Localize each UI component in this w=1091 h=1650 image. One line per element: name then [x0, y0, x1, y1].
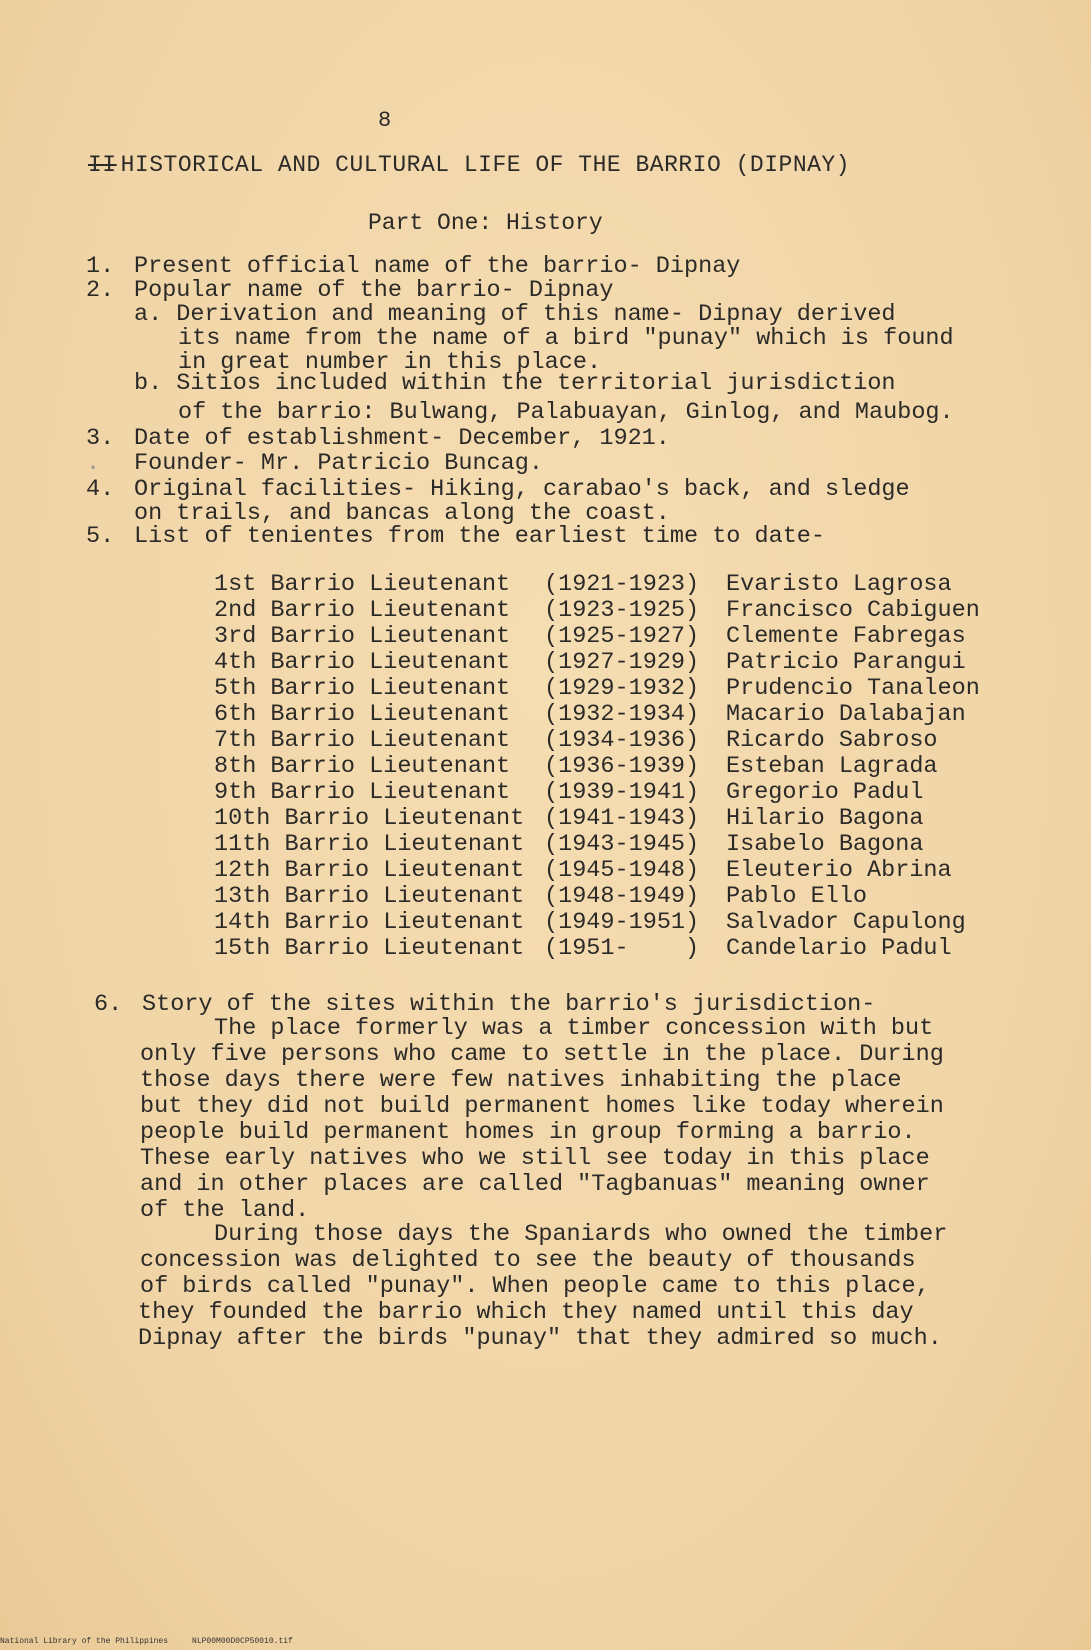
- scan-footer: National Library of the Philippines NLP00M00D0CP50010.tif: [0, 1637, 293, 1646]
- roman-numeral: II: [88, 152, 117, 178]
- item-2: 2. Popular name of the barrio- Dipnay: [86, 277, 614, 304]
- table-row: 4th Barrio Lieutenant (1927-1929) Patricio Parangui: [214, 649, 966, 676]
- story-line: people build permanent homes in group forming a barrio.: [140, 1119, 916, 1146]
- table-row: 3rd Barrio Lieutenant (1925-1927) Clemente Fabregas: [214, 623, 966, 650]
- heading-title: HISTORICAL AND CULTURAL LIFE OF THE BARRIO (DIPNAY): [120, 152, 851, 178]
- table-row: 11th Barrio Lieutenant (1943-1945) Isabelo Bagona: [214, 831, 924, 858]
- item-founder: . Founder- Mr. Patricio Buncag.: [86, 450, 543, 477]
- table-row: 15th Barrio Lieutenant (1951- ) Candelario Padul: [214, 935, 952, 962]
- table-row: 12th Barrio Lieutenant (1945-1948) Eleuterio Abrina: [214, 857, 952, 884]
- item-2a-line1: a. Derivation and meaning of this name- Dipnay derived: [134, 301, 896, 328]
- page-number: 8: [378, 108, 392, 133]
- table-row: 9th Barrio Lieutenant (1939-1941) Gregorio Padul: [214, 779, 924, 806]
- item-2a-line3: in great number in this place.: [178, 349, 602, 376]
- story-line: and in other places are called "Tagbanuas" meaning owner: [140, 1171, 930, 1198]
- item-4-line2: on trails, and bancas along the coast.: [134, 500, 670, 527]
- story-line: of the land.: [140, 1197, 310, 1224]
- story-line: The place formerly was a timber concession with but: [214, 1015, 934, 1042]
- item-4: 4. Original facilities- Hiking, carabao's back, and sledge: [86, 476, 910, 503]
- story-line: but they did not build permanent homes like today wherein: [140, 1093, 944, 1120]
- table-row: 8th Barrio Lieutenant (1936-1939) Esteban Lagrada: [214, 753, 938, 780]
- tenientes-table: [214, 572, 980, 962]
- part-title: Part One: History: [368, 210, 603, 236]
- item-2b-line1: b. Sitios included within the territorial jurisdiction: [134, 370, 896, 397]
- section-heading: [88, 152, 850, 178]
- story-line: those days there were few natives inhabiting the place: [140, 1067, 902, 1094]
- table-row: 14th Barrio Lieutenant (1949-1951) Salvador Capulong: [214, 909, 966, 936]
- story-line: These early natives who we still see today in this place: [140, 1145, 930, 1172]
- item-2b-line2: of the barrio: Bulwang, Palabuayan, Ginlog, and Maubog.: [178, 399, 954, 426]
- table-row: 1st Barrio Lieutenant (1921-1923) Evaristo Lagrosa: [214, 571, 952, 598]
- table-row: 2nd Barrio Lieutenant (1923-1925) Francisco Cabiguen: [214, 597, 980, 624]
- story-line: they founded the barrio which they named until this day: [138, 1299, 914, 1326]
- table-row: 13th Barrio Lieutenant (1948-1949) Pablo Ello: [214, 883, 868, 910]
- story-line: concession was delighted to see the beauty of thousands: [140, 1247, 916, 1274]
- table-row: 6th Barrio Lieutenant (1932-1934) Macario Dalabajan: [214, 701, 966, 728]
- item-5: 5. List of tenientes from the earliest time to date-: [86, 523, 826, 550]
- table-row: 10th Barrio Lieutenant (1941-1943) Hilario Bagona: [214, 805, 924, 832]
- item-2a-line2: its name from the name of a bird "punay" which is found: [178, 325, 954, 352]
- item-3: 3. Date of establishment- December, 1921.: [86, 425, 670, 452]
- item-1: 1. Present official name of the barrio- Dipnay: [86, 253, 741, 280]
- table-row: 5th Barrio Lieutenant (1929-1932) Prudencio Tanaleon: [214, 675, 980, 702]
- story-line: Dipnay after the birds "punay" that they admired so much.: [138, 1325, 942, 1352]
- story-line: During those days the Spaniards who owned the timber: [214, 1221, 948, 1248]
- story-line: of birds called "punay". When people came to this place,: [140, 1273, 930, 1300]
- table-row: 7th Barrio Lieutenant (1934-1936) Ricardo Sabroso: [214, 727, 938, 754]
- story-line: only five persons who came to settle in the place. During: [140, 1041, 944, 1068]
- item-6: 6. Story of the sites within the barrio's jurisdiction-: [94, 991, 876, 1018]
